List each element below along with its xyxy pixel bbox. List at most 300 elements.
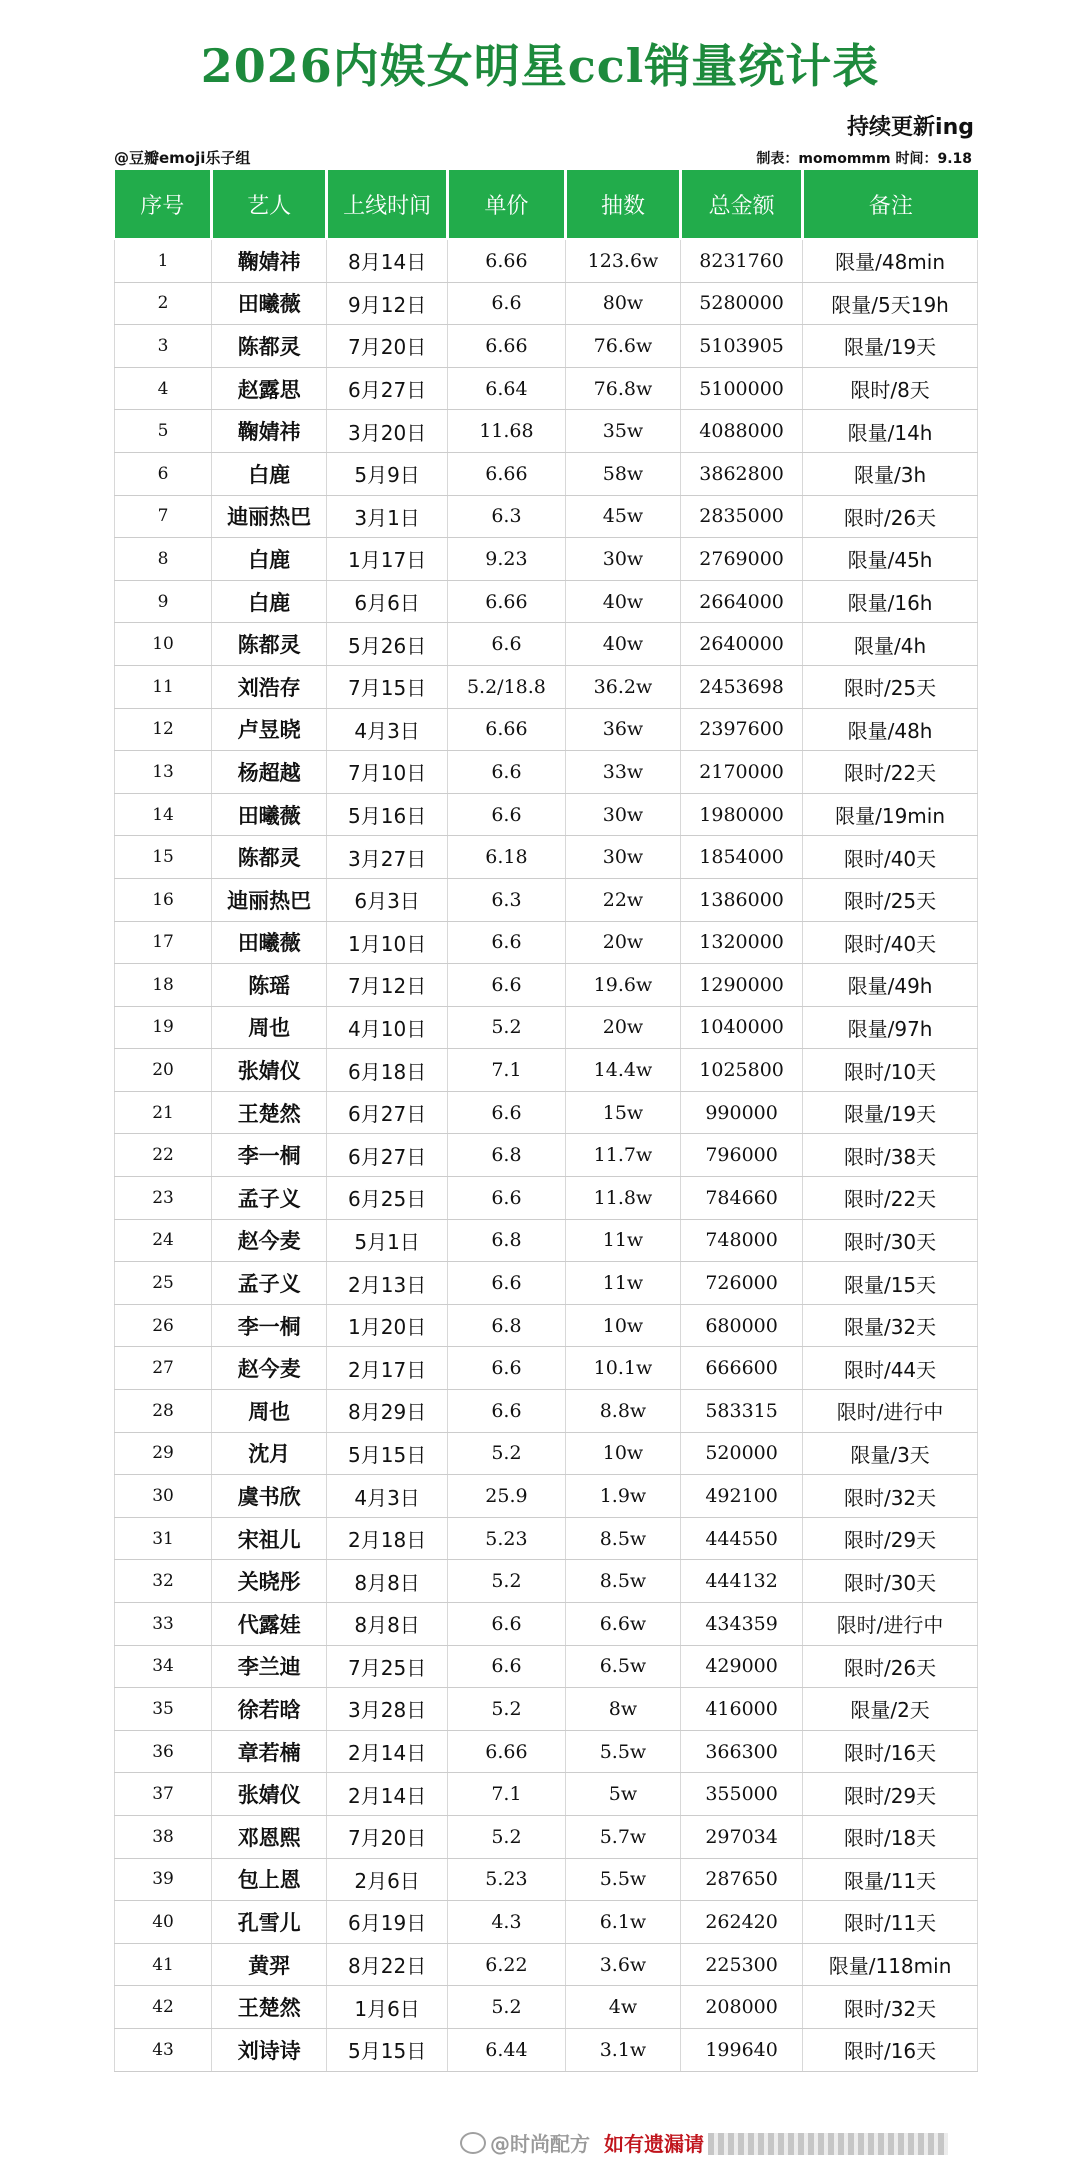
cell-draws: 30w bbox=[565, 538, 680, 581]
cell-launch-date: 6月6日 bbox=[327, 580, 448, 623]
table-row bbox=[115, 921, 978, 964]
cell-launch-date: 7月20日 bbox=[327, 325, 448, 368]
cell-draws: 19.6w bbox=[565, 964, 680, 1007]
cell-note: 限时/11天 bbox=[803, 1901, 978, 1944]
cell-index: 25 bbox=[115, 1262, 212, 1305]
cell-total: 492100 bbox=[681, 1475, 803, 1518]
cell-draws: 22w bbox=[565, 878, 680, 921]
cell-artist: 王楚然 bbox=[212, 1091, 327, 1134]
cell-artist: 孔雪儿 bbox=[212, 1901, 327, 1944]
cell-artist: 章若楠 bbox=[212, 1730, 327, 1773]
cell-unit-price: 7.1 bbox=[447, 1773, 565, 1816]
table-row bbox=[115, 410, 978, 453]
cell-artist: 刘浩存 bbox=[212, 665, 327, 708]
table-row bbox=[115, 325, 978, 368]
cell-index: 22 bbox=[115, 1134, 212, 1177]
cell-index: 12 bbox=[115, 708, 212, 751]
cell-draws: 58w bbox=[565, 452, 680, 495]
cell-total: 1025800 bbox=[681, 1049, 803, 1092]
watermark-text: @时尚配方 bbox=[490, 2132, 590, 2156]
cell-draws: 8.8w bbox=[565, 1390, 680, 1433]
cell-note: 限时/29天 bbox=[803, 1517, 978, 1560]
cell-launch-date: 2月14日 bbox=[327, 1773, 448, 1816]
cell-unit-price: 6.6 bbox=[447, 1347, 565, 1390]
cell-index: 33 bbox=[115, 1603, 212, 1646]
cell-draws: 80w bbox=[565, 282, 680, 325]
cell-note: 限量/97h bbox=[803, 1006, 978, 1049]
cell-artist: 赵露思 bbox=[212, 367, 327, 410]
cell-note: 限时/18天 bbox=[803, 1815, 978, 1858]
cell-launch-date: 6月27日 bbox=[327, 367, 448, 410]
cell-total: 1290000 bbox=[681, 964, 803, 1007]
table-row bbox=[115, 2028, 978, 2071]
cell-draws: 6.6w bbox=[565, 1603, 680, 1646]
cell-draws: 15w bbox=[565, 1091, 680, 1134]
cell-index: 7 bbox=[115, 495, 212, 538]
cell-launch-date: 2月6日 bbox=[327, 1858, 448, 1901]
cell-total: 2453698 bbox=[681, 665, 803, 708]
cell-draws: 35w bbox=[565, 410, 680, 453]
cell-artist: 关晓彤 bbox=[212, 1560, 327, 1603]
cell-launch-date: 7月12日 bbox=[327, 964, 448, 1007]
cell-total: 666600 bbox=[681, 1347, 803, 1390]
cell-draws: 8.5w bbox=[565, 1560, 680, 1603]
cell-note: 限时/32天 bbox=[803, 1986, 978, 2029]
cell-total: 3862800 bbox=[681, 452, 803, 495]
table-row bbox=[115, 708, 978, 751]
cell-total: 1854000 bbox=[681, 836, 803, 879]
cell-total: 366300 bbox=[681, 1730, 803, 1773]
cell-artist: 李兰迪 bbox=[212, 1645, 327, 1688]
col-header-launch-date: 上线时间 bbox=[327, 170, 448, 239]
cell-launch-date: 4月10日 bbox=[327, 1006, 448, 1049]
cell-note: 限时/22天 bbox=[803, 1177, 978, 1220]
weibo-icon bbox=[460, 2132, 486, 2154]
cell-total: 4088000 bbox=[681, 410, 803, 453]
cell-launch-date: 5月15日 bbox=[327, 2028, 448, 2071]
table-row bbox=[115, 1177, 978, 1220]
cell-index: 30 bbox=[115, 1475, 212, 1518]
cell-launch-date: 6月18日 bbox=[327, 1049, 448, 1092]
table-row bbox=[115, 1560, 978, 1603]
cell-launch-date: 9月12日 bbox=[327, 282, 448, 325]
cell-note: 限时/29天 bbox=[803, 1773, 978, 1816]
cell-launch-date: 6月27日 bbox=[327, 1134, 448, 1177]
cell-note: 限量/3h bbox=[803, 452, 978, 495]
table-row bbox=[115, 1858, 978, 1901]
cell-launch-date: 5月9日 bbox=[327, 452, 448, 495]
table-row bbox=[115, 1773, 978, 1816]
cell-launch-date: 5月26日 bbox=[327, 623, 448, 666]
cell-draws: 6.1w bbox=[565, 1901, 680, 1944]
cell-note: 限时/44天 bbox=[803, 1347, 978, 1390]
cell-note: 限量/48h bbox=[803, 708, 978, 751]
table-header-row bbox=[115, 170, 978, 239]
cell-total: 5280000 bbox=[681, 282, 803, 325]
table-body bbox=[115, 239, 978, 2071]
cell-unit-price: 6.64 bbox=[447, 367, 565, 410]
cell-total: 784660 bbox=[681, 1177, 803, 1220]
cell-unit-price: 6.6 bbox=[447, 964, 565, 1007]
cell-index: 13 bbox=[115, 751, 212, 794]
cell-artist: 白鹿 bbox=[212, 580, 327, 623]
cell-artist: 陈都灵 bbox=[212, 836, 327, 879]
cell-draws: 11.8w bbox=[565, 1177, 680, 1220]
cell-draws: 5w bbox=[565, 1773, 680, 1816]
cell-total: 2640000 bbox=[681, 623, 803, 666]
cell-total: 287650 bbox=[681, 1858, 803, 1901]
cell-note: 限量/32天 bbox=[803, 1304, 978, 1347]
cell-total: 2664000 bbox=[681, 580, 803, 623]
cell-draws: 40w bbox=[565, 580, 680, 623]
cell-index: 39 bbox=[115, 1858, 212, 1901]
col-header-total: 总金额 bbox=[681, 170, 803, 239]
cell-unit-price: 6.66 bbox=[447, 580, 565, 623]
cell-index: 21 bbox=[115, 1091, 212, 1134]
cell-draws: 10.1w bbox=[565, 1347, 680, 1390]
cell-index: 11 bbox=[115, 665, 212, 708]
cell-artist: 白鹿 bbox=[212, 538, 327, 581]
cell-launch-date: 2月18日 bbox=[327, 1517, 448, 1560]
cell-note: 限量/49h bbox=[803, 964, 978, 1007]
cell-launch-date: 1月6日 bbox=[327, 1986, 448, 2029]
cell-launch-date: 1月10日 bbox=[327, 921, 448, 964]
table-row bbox=[115, 665, 978, 708]
cell-draws: 6.5w bbox=[565, 1645, 680, 1688]
cell-note: 限时/40天 bbox=[803, 921, 978, 964]
cell-index: 3 bbox=[115, 325, 212, 368]
cell-draws: 8w bbox=[565, 1688, 680, 1731]
cell-artist: 周也 bbox=[212, 1390, 327, 1433]
cell-note: 限量/14h bbox=[803, 410, 978, 453]
cell-artist: 卢昱晓 bbox=[212, 708, 327, 751]
table-row bbox=[115, 1645, 978, 1688]
table-row bbox=[115, 623, 978, 666]
table-row bbox=[115, 1262, 978, 1305]
cell-unit-price: 6.6 bbox=[447, 1390, 565, 1433]
cell-unit-price: 6.6 bbox=[447, 793, 565, 836]
cell-index: 36 bbox=[115, 1730, 212, 1773]
cell-artist: 王楚然 bbox=[212, 1986, 327, 2029]
table-row bbox=[115, 1815, 978, 1858]
cell-unit-price: 6.8 bbox=[447, 1304, 565, 1347]
cell-launch-date: 5月1日 bbox=[327, 1219, 448, 1262]
cell-artist: 李一桐 bbox=[212, 1304, 327, 1347]
cell-index: 23 bbox=[115, 1177, 212, 1220]
cell-unit-price: 5.2 bbox=[447, 1815, 565, 1858]
cell-draws: 14.4w bbox=[565, 1049, 680, 1092]
cell-launch-date: 1月20日 bbox=[327, 1304, 448, 1347]
cell-launch-date: 7月15日 bbox=[327, 665, 448, 708]
cell-draws: 8.5w bbox=[565, 1517, 680, 1560]
cell-total: 520000 bbox=[681, 1432, 803, 1475]
table-row bbox=[115, 1091, 978, 1134]
cell-draws: 36w bbox=[565, 708, 680, 751]
cell-draws: 20w bbox=[565, 921, 680, 964]
cell-artist: 徐若晗 bbox=[212, 1688, 327, 1731]
cell-index: 2 bbox=[115, 282, 212, 325]
cell-index: 29 bbox=[115, 1432, 212, 1475]
cell-launch-date: 8月29日 bbox=[327, 1390, 448, 1433]
cell-unit-price: 6.66 bbox=[447, 452, 565, 495]
cell-artist: 田曦薇 bbox=[212, 793, 327, 836]
cell-unit-price: 6.44 bbox=[447, 2028, 565, 2071]
col-header-unit-price: 单价 bbox=[447, 170, 565, 239]
cell-artist: 张婧仪 bbox=[212, 1049, 327, 1092]
col-header-note: 备注 bbox=[803, 170, 978, 239]
cell-unit-price: 7.1 bbox=[447, 1049, 565, 1092]
cell-launch-date: 6月27日 bbox=[327, 1091, 448, 1134]
table-row bbox=[115, 1134, 978, 1177]
cell-note: 限量/48min bbox=[803, 239, 978, 282]
cell-note: 限时/30天 bbox=[803, 1219, 978, 1262]
cell-note: 限量/4h bbox=[803, 623, 978, 666]
cell-index: 5 bbox=[115, 410, 212, 453]
cell-note: 限量/5天19h bbox=[803, 282, 978, 325]
cell-index: 17 bbox=[115, 921, 212, 964]
cell-note: 限时/进行中 bbox=[803, 1390, 978, 1433]
cell-unit-price: 6.6 bbox=[447, 282, 565, 325]
cell-launch-date: 2月17日 bbox=[327, 1347, 448, 1390]
cell-index: 27 bbox=[115, 1347, 212, 1390]
cell-launch-date: 5月16日 bbox=[327, 793, 448, 836]
cell-index: 10 bbox=[115, 623, 212, 666]
table-row bbox=[115, 282, 978, 325]
cell-total: 2769000 bbox=[681, 538, 803, 581]
cell-total: 796000 bbox=[681, 1134, 803, 1177]
col-header-index: 序号 bbox=[115, 170, 212, 239]
cell-index: 40 bbox=[115, 1901, 212, 1944]
cell-launch-date: 2月13日 bbox=[327, 1262, 448, 1305]
cell-launch-date: 1月17日 bbox=[327, 538, 448, 581]
cell-note: 限量/19天 bbox=[803, 325, 978, 368]
cell-draws: 30w bbox=[565, 836, 680, 879]
cell-note: 限量/16h bbox=[803, 580, 978, 623]
cell-note: 限量/15天 bbox=[803, 1262, 978, 1305]
cell-unit-price: 4.3 bbox=[447, 1901, 565, 1944]
cell-index: 20 bbox=[115, 1049, 212, 1092]
cell-total: 199640 bbox=[681, 2028, 803, 2071]
cell-unit-price: 6.8 bbox=[447, 1219, 565, 1262]
cell-launch-date: 4月3日 bbox=[327, 708, 448, 751]
table-row bbox=[115, 1986, 978, 2029]
cell-index: 34 bbox=[115, 1645, 212, 1688]
cell-launch-date: 7月10日 bbox=[327, 751, 448, 794]
cell-unit-price: 5.2/18.8 bbox=[447, 665, 565, 708]
cell-artist: 迪丽热巴 bbox=[212, 495, 327, 538]
table-row bbox=[115, 452, 978, 495]
cell-index: 14 bbox=[115, 793, 212, 836]
cell-artist: 周也 bbox=[212, 1006, 327, 1049]
cell-artist: 刘诗诗 bbox=[212, 2028, 327, 2071]
cell-note: 限量/118min bbox=[803, 1943, 978, 1986]
cell-total: 2397600 bbox=[681, 708, 803, 751]
cell-launch-date: 6月25日 bbox=[327, 1177, 448, 1220]
cell-unit-price: 25.9 bbox=[447, 1475, 565, 1518]
table-row bbox=[115, 1006, 978, 1049]
cell-total: 416000 bbox=[681, 1688, 803, 1731]
cell-note: 限量/11天 bbox=[803, 1858, 978, 1901]
update-status: 持续更新ing bbox=[847, 115, 974, 140]
cell-note: 限量/2天 bbox=[803, 1688, 978, 1731]
cell-note: 限时/16天 bbox=[803, 2028, 978, 2071]
col-header-artist: 艺人 bbox=[212, 170, 327, 239]
cell-unit-price: 6.8 bbox=[447, 1134, 565, 1177]
table-row bbox=[115, 1603, 978, 1646]
cell-unit-price: 5.2 bbox=[447, 1986, 565, 2029]
cell-note: 限量/45h bbox=[803, 538, 978, 581]
cell-draws: 5.5w bbox=[565, 1730, 680, 1773]
cell-unit-price: 6.66 bbox=[447, 325, 565, 368]
cell-launch-date: 3月20日 bbox=[327, 410, 448, 453]
cell-draws: 11w bbox=[565, 1262, 680, 1305]
cell-note: 限时/25天 bbox=[803, 878, 978, 921]
cell-draws: 11w bbox=[565, 1219, 680, 1262]
cell-index: 4 bbox=[115, 367, 212, 410]
cell-draws: 20w bbox=[565, 1006, 680, 1049]
cell-launch-date: 3月28日 bbox=[327, 1688, 448, 1731]
cell-index: 9 bbox=[115, 580, 212, 623]
cell-draws: 45w bbox=[565, 495, 680, 538]
cell-launch-date: 7月25日 bbox=[327, 1645, 448, 1688]
source-handle: @豆瓣emoji乐子组 bbox=[114, 149, 251, 167]
cell-artist: 杨超越 bbox=[212, 751, 327, 794]
cell-artist: 鞠婧祎 bbox=[212, 410, 327, 453]
cell-artist: 虞书欣 bbox=[212, 1475, 327, 1518]
cell-index: 15 bbox=[115, 836, 212, 879]
cell-total: 5100000 bbox=[681, 367, 803, 410]
cell-index: 28 bbox=[115, 1390, 212, 1433]
cell-note: 限时/25天 bbox=[803, 665, 978, 708]
cell-index: 19 bbox=[115, 1006, 212, 1049]
cell-total: 1386000 bbox=[681, 878, 803, 921]
cell-note: 限时/16天 bbox=[803, 1730, 978, 1773]
cell-artist: 陈都灵 bbox=[212, 623, 327, 666]
table-row bbox=[115, 964, 978, 1007]
cell-unit-price: 6.6 bbox=[447, 1603, 565, 1646]
cell-launch-date: 8月8日 bbox=[327, 1603, 448, 1646]
cell-total: 1980000 bbox=[681, 793, 803, 836]
cell-unit-price: 5.2 bbox=[447, 1432, 565, 1475]
cell-total: 680000 bbox=[681, 1304, 803, 1347]
cell-note: 限时/22天 bbox=[803, 751, 978, 794]
cell-note: 限时/10天 bbox=[803, 1049, 978, 1092]
cell-unit-price: 5.23 bbox=[447, 1858, 565, 1901]
cell-artist: 沈月 bbox=[212, 1432, 327, 1475]
table-row bbox=[115, 1475, 978, 1518]
cell-total: 990000 bbox=[681, 1091, 803, 1134]
table-row bbox=[115, 367, 978, 410]
table-row bbox=[115, 751, 978, 794]
blurred-text bbox=[708, 2133, 948, 2155]
cell-index: 42 bbox=[115, 1986, 212, 2029]
cell-total: 208000 bbox=[681, 1986, 803, 2029]
cell-total: 726000 bbox=[681, 1262, 803, 1305]
page-title: 2026内娱女明星ccl销量统计表 bbox=[200, 39, 880, 93]
table-credit: 制表：momommm 时间：9.18 bbox=[756, 151, 972, 167]
cell-artist: 白鹿 bbox=[212, 452, 327, 495]
table-row bbox=[115, 1432, 978, 1475]
cell-draws: 10w bbox=[565, 1432, 680, 1475]
table-row bbox=[115, 1049, 978, 1092]
cell-unit-price: 6.18 bbox=[447, 836, 565, 879]
cell-index: 1 bbox=[115, 239, 212, 282]
table-row bbox=[115, 1390, 978, 1433]
table-row bbox=[115, 1304, 978, 1347]
cell-artist: 赵今麦 bbox=[212, 1219, 327, 1262]
cell-draws: 40w bbox=[565, 623, 680, 666]
cell-unit-price: 6.3 bbox=[447, 878, 565, 921]
cell-index: 38 bbox=[115, 1815, 212, 1858]
cell-launch-date: 8月14日 bbox=[327, 239, 448, 282]
cell-draws: 1.9w bbox=[565, 1475, 680, 1518]
cell-launch-date: 3月1日 bbox=[327, 495, 448, 538]
cell-artist: 包上恩 bbox=[212, 1858, 327, 1901]
table-row bbox=[115, 580, 978, 623]
cell-index: 18 bbox=[115, 964, 212, 1007]
cell-artist: 代露娃 bbox=[212, 1603, 327, 1646]
cell-note: 限时/30天 bbox=[803, 1560, 978, 1603]
cell-index: 41 bbox=[115, 1943, 212, 1986]
cell-draws: 76.8w bbox=[565, 367, 680, 410]
cell-draws: 3.6w bbox=[565, 1943, 680, 1986]
cell-unit-price: 6.6 bbox=[447, 751, 565, 794]
cell-artist: 邓恩熙 bbox=[212, 1815, 327, 1858]
cell-total: 5103905 bbox=[681, 325, 803, 368]
cell-total: 1040000 bbox=[681, 1006, 803, 1049]
cell-note: 限时/40天 bbox=[803, 836, 978, 879]
cell-unit-price: 6.6 bbox=[447, 1177, 565, 1220]
cell-total: 8231760 bbox=[681, 239, 803, 282]
cell-note: 限时/26天 bbox=[803, 1645, 978, 1688]
cell-launch-date: 8月8日 bbox=[327, 1560, 448, 1603]
cell-launch-date: 6月19日 bbox=[327, 1901, 448, 1944]
cell-unit-price: 5.23 bbox=[447, 1517, 565, 1560]
table-row bbox=[115, 239, 978, 282]
table-row bbox=[115, 1517, 978, 1560]
cell-note: 限时/32天 bbox=[803, 1475, 978, 1518]
cell-total: 2170000 bbox=[681, 751, 803, 794]
cell-unit-price: 11.68 bbox=[447, 410, 565, 453]
cell-note: 限量/19天 bbox=[803, 1091, 978, 1134]
cell-note: 限量/19min bbox=[803, 793, 978, 836]
cell-launch-date: 5月15日 bbox=[327, 1432, 448, 1475]
table-row bbox=[115, 1347, 978, 1390]
cell-artist: 田曦薇 bbox=[212, 282, 327, 325]
cell-draws: 30w bbox=[565, 793, 680, 836]
cell-draws: 11.7w bbox=[565, 1134, 680, 1177]
cell-artist: 黄羿 bbox=[212, 1943, 327, 1986]
missing-note: 如有遗漏请 bbox=[604, 2132, 704, 2156]
cell-total: 429000 bbox=[681, 1645, 803, 1688]
cell-artist: 宋祖儿 bbox=[212, 1517, 327, 1560]
cell-draws: 10w bbox=[565, 1304, 680, 1347]
cell-unit-price: 5.2 bbox=[447, 1688, 565, 1731]
footer-watermark bbox=[460, 2128, 1080, 2158]
cell-draws: 5.5w bbox=[565, 1858, 680, 1901]
table-row bbox=[115, 1688, 978, 1731]
cell-draws: 4w bbox=[565, 1986, 680, 2029]
cell-artist: 孟子义 bbox=[212, 1262, 327, 1305]
table-row bbox=[115, 1901, 978, 1944]
cell-note: 限时/8天 bbox=[803, 367, 978, 410]
cell-unit-price: 9.23 bbox=[447, 538, 565, 581]
cell-artist: 赵今麦 bbox=[212, 1347, 327, 1390]
table-row bbox=[115, 1219, 978, 1262]
cell-index: 31 bbox=[115, 1517, 212, 1560]
cell-unit-price: 5.2 bbox=[447, 1006, 565, 1049]
table-row bbox=[115, 495, 978, 538]
